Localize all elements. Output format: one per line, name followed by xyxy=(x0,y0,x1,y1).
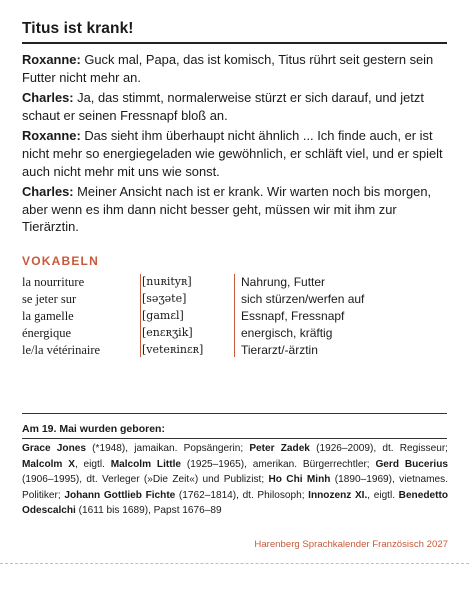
vocab-german: Nahrung, Futter xyxy=(241,275,326,289)
births-divider xyxy=(22,438,447,439)
vocab-row xyxy=(22,326,452,343)
dialogue-text: Guck mal, Papa, das ist komisch, Titus rührt seit gestern sein Futter nicht mehr an. xyxy=(22,52,434,85)
births-text xyxy=(22,441,448,519)
vocab-row xyxy=(22,309,452,326)
vocab-french: énergique xyxy=(22,326,72,340)
vocab-row xyxy=(22,343,452,360)
birth-name: Gerd Bucerius xyxy=(375,458,449,470)
dialogue-line xyxy=(22,183,450,236)
birth-info: (1890–1969), vietnames. Politiker; xyxy=(22,474,448,501)
vocab-french: la nourriture xyxy=(22,275,85,289)
vocab-row xyxy=(22,275,452,292)
birth-name: Ho Chi Minh xyxy=(268,474,331,486)
speaker-name: Charles: xyxy=(22,184,74,200)
birth-info: , eigtl. xyxy=(74,458,111,470)
birth-name: Johann Gottlieb Fichte xyxy=(64,489,176,501)
vocab-french: le/la vétérinaire xyxy=(22,343,101,357)
birth-name: Malcolm X xyxy=(22,458,75,470)
vocab-phonetic: [gamɛl] xyxy=(142,309,184,322)
vocab-german: energisch, kräftig xyxy=(241,326,333,340)
vocab-phonetic: [nuʀityʀ] xyxy=(142,275,192,288)
vocab-german: Tierarzt/-ärztin xyxy=(241,343,318,357)
birth-name: Innozenz XI. xyxy=(308,489,368,501)
dialogue-line xyxy=(22,51,450,86)
vocab-french: se jeter sur xyxy=(22,292,77,306)
birth-info: (*1948), jamaikan. Popsängerin; xyxy=(85,443,250,454)
vocabulary-heading: VOKABELN xyxy=(22,254,99,268)
birth-info: (1925–1965), amerikan. Bürgerrechtler; xyxy=(181,458,376,470)
vocab-phonetic: [enɛʀʒik] xyxy=(142,326,193,339)
birth-name: Peter Zadek xyxy=(249,443,310,454)
birth-name: Grace Jones xyxy=(22,443,86,454)
vocab-german: sich stürzen/werfen auf xyxy=(241,292,365,306)
speaker-name: Roxanne: xyxy=(22,128,81,144)
speaker-name: Roxanne: xyxy=(22,52,81,67)
cut-line xyxy=(0,563,469,564)
birth-info: (1611 bis 1689), Papst 1676–89 xyxy=(75,505,222,517)
vocab-phonetic: [veteʀinɛʀ] xyxy=(142,343,204,356)
footer-text: Sprachkalender Französisch 2027 xyxy=(299,539,448,550)
vocab-row xyxy=(22,292,452,309)
birth-info: (1926–2009), dt. Regisseur; xyxy=(309,443,448,454)
birth-name: Benedetto Odescalchi xyxy=(22,489,449,517)
birth-info: , eigtl. xyxy=(367,489,399,501)
footer-brand: Harenberg xyxy=(254,539,300,550)
birth-info: (1762–1814), dt. Philosoph; xyxy=(175,489,309,501)
title-divider xyxy=(22,42,447,44)
vocabulary-list xyxy=(22,275,452,360)
births-heading: Am 19. Mai wurden geboren: xyxy=(22,423,165,435)
vocab-german: Essnapf, Fressnapf xyxy=(241,309,345,323)
page-title: Titus ist krank! xyxy=(22,20,134,37)
dialogue-line xyxy=(22,89,450,124)
birth-name: Malcolm Little xyxy=(110,458,182,470)
birth-info: (1906–1995), dt. Verleger (»Die Zeit«) und Publizist; xyxy=(22,474,269,486)
dialogue-text: Das sieht ihm überhaupt nicht ähnlich ... Ich finde auch, er ist nicht mehr so energiegeladen wie gewöhnlich, er schläft viel, und er spielt auch nicht mehr mit uns wie sonst. xyxy=(22,128,443,179)
vocab-phonetic: [səʒəte] xyxy=(142,292,187,305)
births-divider-top xyxy=(22,413,447,414)
footer xyxy=(254,539,448,550)
dialogue-line xyxy=(22,127,450,180)
dialogue-text: Ja, das stimmt, normalerweise stürzt er sich darauf, und jetzt schaut er seinen Fressnapf bloß an. xyxy=(22,90,424,123)
dialogue-text: Meiner Ansicht nach ist er krank. Wir warten noch bis morgen, aber wenn es ihm dann nicht besser geht, müssen wir mit ihm zur Tierärztin. xyxy=(22,184,432,235)
speaker-name: Charles: xyxy=(22,90,74,106)
vocab-french: la gamelle xyxy=(22,309,74,323)
dialogue xyxy=(22,51,450,239)
